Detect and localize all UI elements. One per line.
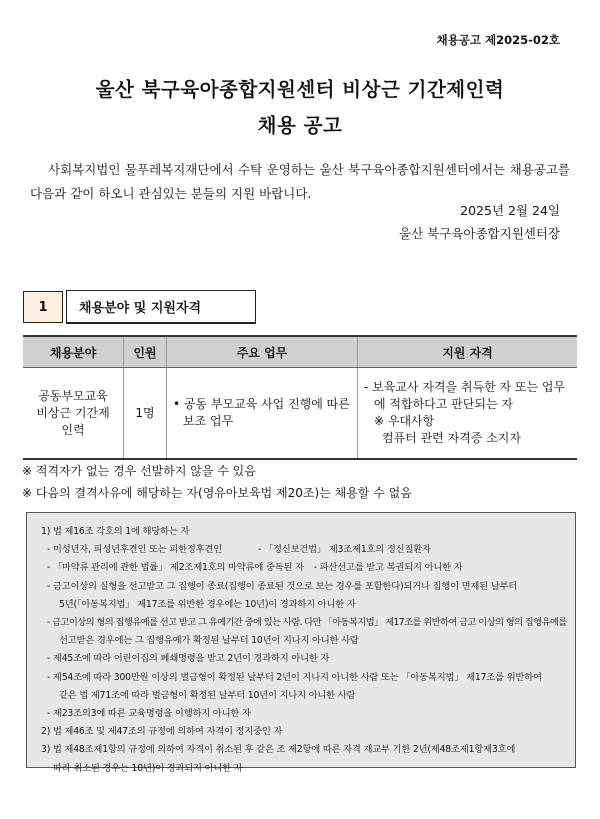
cell-people: 1명	[124, 368, 167, 460]
list-item-continuation: 선고받은 경우에는 그 집행유예가 확정된 날부터 10년이 지나지 아니한 사람	[59, 635, 359, 647]
list-item-text: - 「마약류 관리에 관한 법률」 제2조제1호의 마약류에 중독된 자	[47, 562, 304, 574]
list-item-text: - 파산선고를 받고 복권되지 아니한 자	[313, 562, 463, 574]
header-people: 인원	[124, 336, 167, 368]
header-field: 채용분야	[23, 336, 124, 368]
table-row	[23, 368, 577, 460]
table-header-row	[23, 336, 577, 368]
list-item-continuation: 따라 취소된 경우는 10년)이 경과되지 아니한 자	[53, 762, 243, 774]
disqualification-item-3: 3) 법 제48조제1항의 규정에 의하여 자격이 취소된 후 같은 조 제2항에 따른 자격 재교부 기한 2년(제48조제1항제3호에	[41, 744, 516, 756]
list-item-continuation: 5년(「아동복지법」 제17조를 위반한 경우에는 10년)이 경과하지 아니한 자	[59, 598, 356, 610]
header-duties: 주요 업무	[167, 336, 358, 368]
cell-duties	[167, 368, 358, 460]
preference-heading: ※ 우대사항	[374, 414, 435, 428]
organization-signature: 울산 북구육아종합지원센터장	[399, 226, 560, 241]
qualification-item: - 보육교사 자격을 취득한 자 또는 업무에 적합하다고 판단되는 자	[364, 380, 566, 411]
page-subtitle: 채용 공고	[257, 114, 343, 137]
cell-qualifications	[358, 368, 578, 460]
header-qualifications: 지원 자격	[358, 336, 578, 368]
intro-paragraph: 사회복지법인 물푸레복지재단에서 수탁 운영하는 울산 북구육아종합지원센터에서는 채용공고를 다음과 같이 하오니 관심있는 분들의 지원 바랍니다.	[30, 162, 570, 201]
list-item: - 금고이상의 실형을 선고받고 그 집행이 종료(집행이 종료된 것으로 보는 경우를 포함한다)되거나 집행이 면제된 날부터	[47, 580, 518, 592]
list-item	[41, 541, 567, 559]
disqualification-box	[26, 512, 576, 774]
list-item-continuation: 같은 법 제71조에 따라 벌금형이 확정된 날부터 10년이 지나지 아니한 사람	[59, 689, 356, 701]
list-item: - 제45조에 따라 어린이집의 폐쇄명령을 받고 2년이 경과하지 아니한 자	[47, 653, 330, 665]
list-item-text: - 「정신보건법」 제3조제1호의 정신질환자	[258, 544, 431, 556]
announcement-date: 2025년 2월 24일	[460, 203, 560, 218]
page-title: 울산 북구육아종합지원센터 비상근 기간제인력	[95, 78, 505, 101]
field-line: 비상근 기간제	[36, 405, 110, 420]
field-line: 공동부모교육	[38, 388, 108, 403]
section-title: 채용분야 및 지원자격	[66, 290, 256, 324]
list-item: - 금고이상의 형의 집행유예를 선고 받고 그 유예기간 중에 있는 사람. 다만 「아동복지법」 제17조를 위반하여 금고 이상의 형의 집행유예를	[47, 617, 567, 629]
list-item: - 제23조의3에 따른 교육명령을 이행하지 아니한 자	[47, 708, 251, 720]
note-no-selection: ※ 적격자가 없는 경우 선발하지 않을 수 있음	[22, 464, 256, 478]
cell-field	[23, 368, 124, 460]
recruitment-table	[23, 335, 577, 460]
section-number-box: 1	[23, 291, 63, 323]
field-line: 인력	[61, 422, 85, 437]
preference-item: 컴퓨터 관련 자격증 소지자	[382, 431, 521, 445]
note-disqualification: ※ 다음의 결격사유에 해당하는 자(영유아보육법 제20조)는 채용할 수 없음	[22, 486, 412, 500]
list-item	[41, 559, 567, 577]
disqualification-item-1-title: 1) 법 제16조 각호의 1에 해당하는 자	[41, 526, 190, 537]
document-number: 채용공고 제2025-02호	[436, 33, 560, 47]
list-item-text: - 미성년자, 피성년후견인 또는 피한정후견인	[47, 544, 222, 556]
duty-item: • 공동 부모교육 사업 진행에 따른 보조 업무	[173, 397, 350, 428]
list-item: - 제54조에 따라 300만원 이상의 벌금형이 확정된 날부터 2년이 지나지 아니한 사람 또는 「아동복지법」 제17조를 위반하여	[47, 671, 542, 683]
disqualification-item-2: 2) 법 제46조 및 제47조의 규정에 의하여 자격이 정지중인 자	[41, 726, 283, 738]
